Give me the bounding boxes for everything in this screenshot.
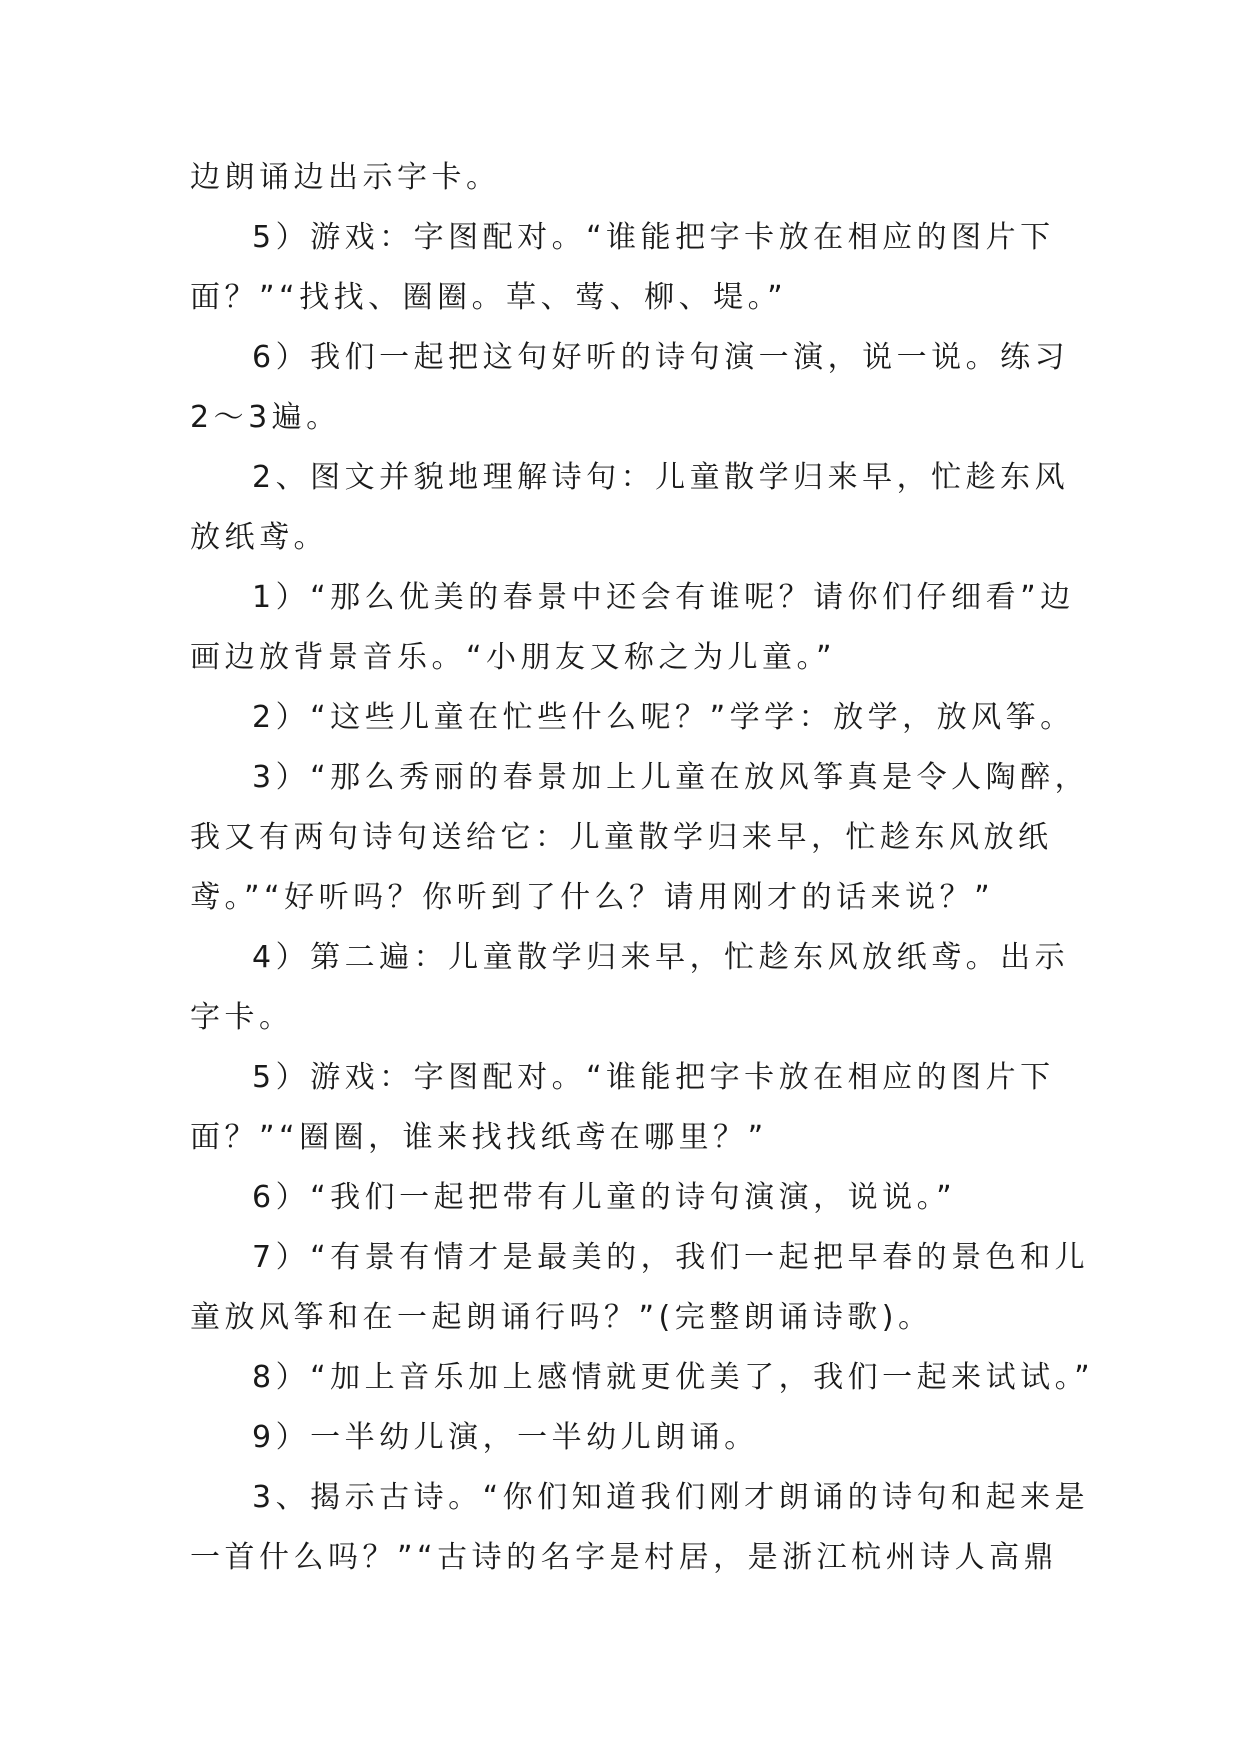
- text-line: 1）“那么优美的春景中还会有谁呢？请你们仔细看”边: [252, 580, 1075, 615]
- text-line: 面？”“圈圈，谁来找找纸鸢在哪里？”: [190, 1120, 768, 1155]
- text-line: 童放风筝和在一起朗诵行吗？”(完整朗诵诗歌)。: [190, 1300, 933, 1335]
- text-line: 5）游戏：字图配对。“谁能把字卡放在相应的图片下: [252, 220, 1055, 255]
- text-line: 6）“我们一起把带有儿童的诗句演演，说说。”: [252, 1180, 957, 1215]
- text-line: 画边放背景音乐。“小朋友又称之为儿童。”: [190, 640, 837, 675]
- text-line: 2～3遍。: [190, 400, 341, 435]
- text-line: 2）“这些儿童在忙些什么呢？”学学：放学，放风筝。: [252, 700, 1075, 735]
- text-line: 字卡。: [190, 1000, 294, 1035]
- text-line: 6）我们一起把这句好听的诗句演一演，说一说。练习: [252, 340, 1070, 375]
- text-line: 放纸鸢。: [190, 520, 328, 555]
- text-line: 4）第二遍：儿童散学归来早，忙趁东风放纸鸢。出示: [252, 940, 1070, 975]
- text-line: 我又有两句诗句送给它：儿童散学归来早，忙趁东风放纸: [190, 820, 1053, 855]
- text-line: 一首什么吗？”“古诗的名字是村居，是浙江杭州诗人高鼎: [190, 1540, 1059, 1575]
- text-line: 边朗诵边出示字卡。: [190, 160, 501, 195]
- text-line: 3）“那么秀丽的春景加上儿童在放风筝真是令人陶醉，: [252, 760, 1090, 795]
- text-line: 7）“有景有情才是最美的，我们一起把早春的景色和儿: [252, 1240, 1090, 1275]
- text-line: 8）“加上音乐加上感情就更优美了，我们一起来试试。”: [252, 1360, 1095, 1395]
- text-line: 面？”“找找、圈圈。草、莺、柳、堤。”: [190, 280, 788, 315]
- text-line: 2、图文并貌地理解诗句：儿童散学归来早，忙趁东风: [252, 460, 1070, 495]
- text-line: 5）游戏：字图配对。“谁能把字卡放在相应的图片下: [252, 1060, 1055, 1095]
- text-line: 鸢。”“好听吗？你听到了什么？请用刚才的话来说？”: [190, 880, 995, 915]
- text-line: 3、揭示古诗。“你们知道我们刚才朗诵的诗句和起来是: [252, 1480, 1090, 1515]
- text-line: 9）一半幼儿演，一半幼儿朗诵。: [252, 1420, 759, 1455]
